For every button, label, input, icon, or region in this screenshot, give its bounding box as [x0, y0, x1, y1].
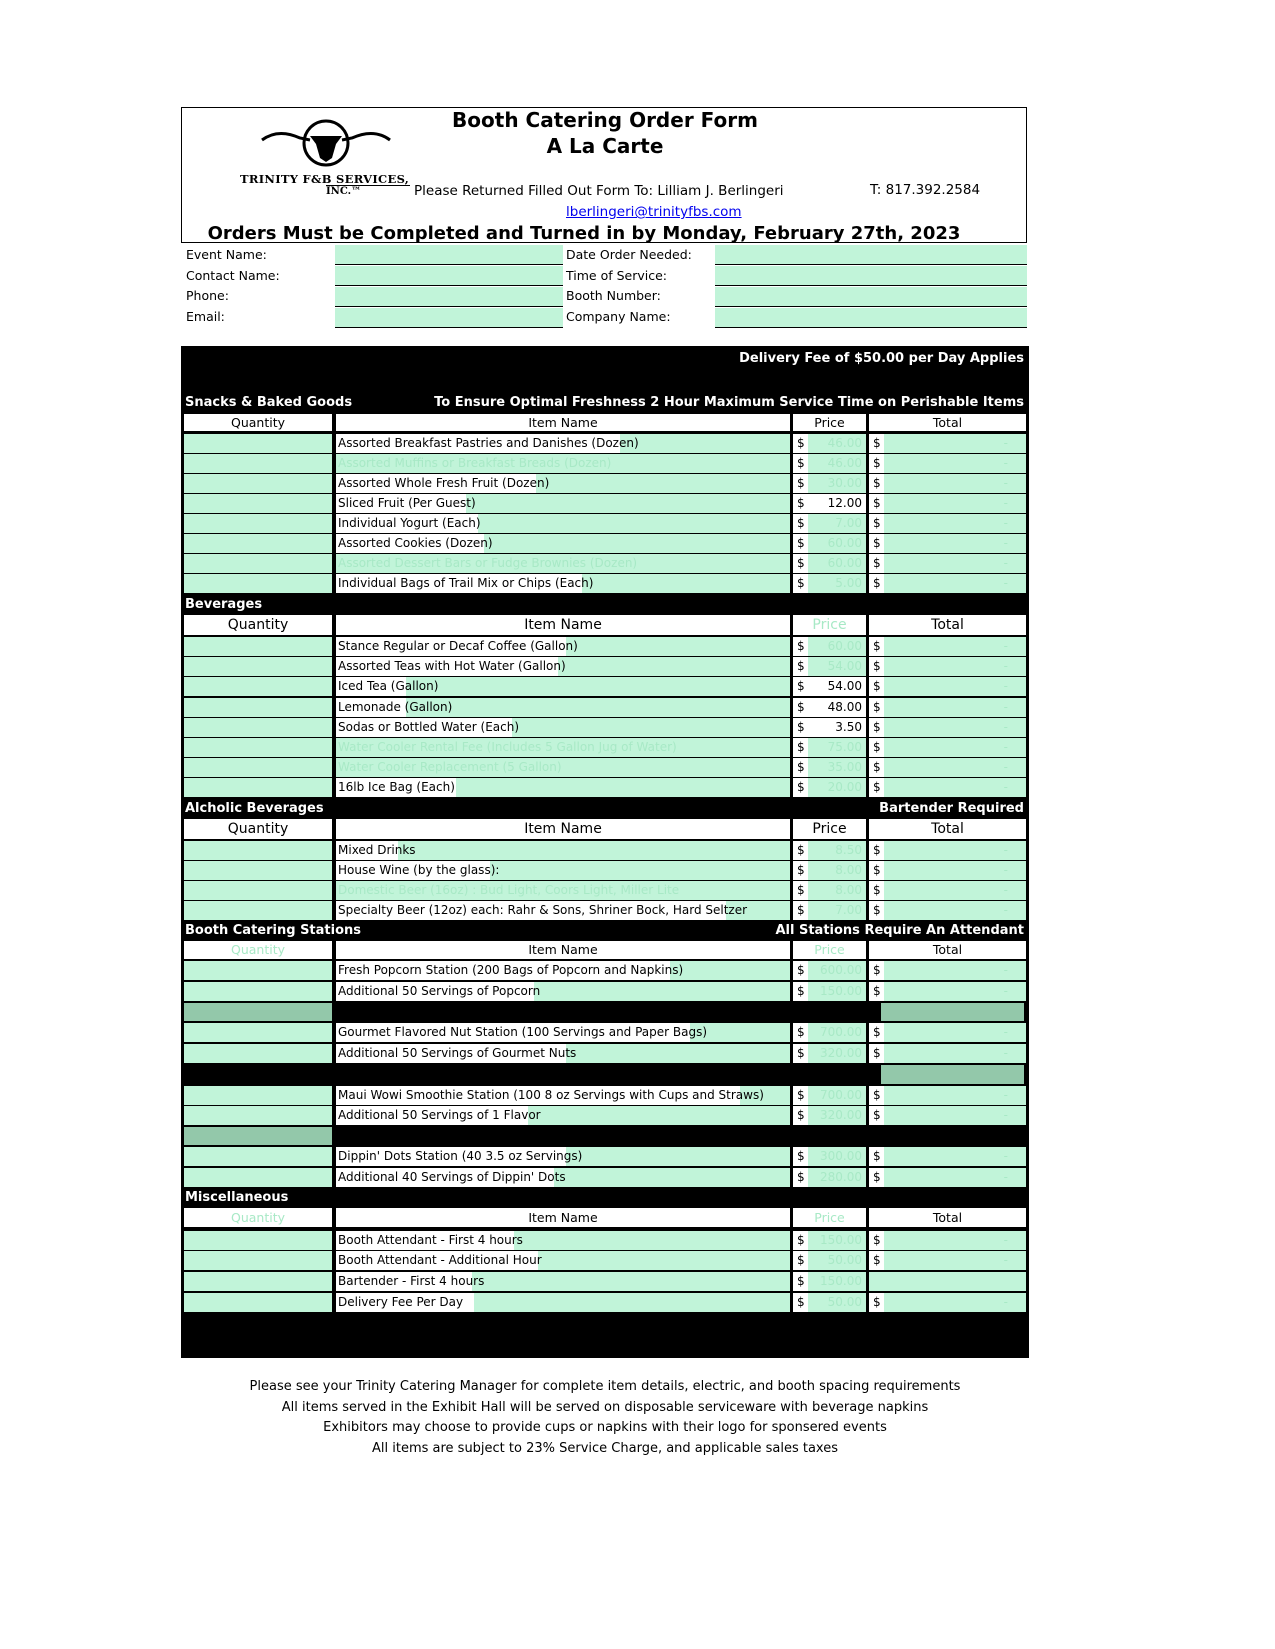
item-name: Assorted Teas with Hot Water (Gallon): [336, 657, 790, 676]
col-item-beverages: Item Name: [336, 615, 790, 635]
total-dollar: $: [869, 1168, 884, 1187]
item-name: Specialty Beer (12oz) each: Rahr & Sons, Shriner Bock, Hard Seltzer: [336, 901, 790, 920]
total-dollar: $: [869, 637, 884, 656]
item-price: 700.00: [808, 1086, 866, 1105]
time-of-service-label: Time of Service:: [566, 268, 667, 283]
col-total-misc: Total: [869, 1208, 1026, 1227]
item-name: Additional 50 Servings of Popcorn: [336, 982, 790, 1001]
item-name: Water Cooler Rental Fee (Includes 5 Gallon Jug of Water): [336, 738, 790, 757]
dollar-sign: $: [793, 637, 808, 656]
total-blank: [869, 1272, 1026, 1291]
item-name: Water Cooler Replacement (5 Gallon): [336, 758, 790, 777]
col-price-snacks: Price: [793, 414, 866, 431]
dollar-sign: $: [793, 758, 808, 777]
item-price: 150.00: [808, 1272, 866, 1291]
dollar-sign: $: [793, 1293, 808, 1312]
item-price: 75.00: [808, 738, 866, 757]
return-instructions: Please Returned Filled Out Form To: Lilliam J. Berlingeri: [414, 183, 784, 199]
item-name: Domestic Beer (16oz) : Bud Light, Coors Light, Miller Lite: [336, 881, 790, 900]
section-title-alcohol: Alcholic Beverages: [185, 801, 324, 816]
total-value: -: [884, 1251, 1026, 1270]
quantity-input[interactable]: [184, 434, 332, 453]
col-total-stations: Total: [869, 941, 1026, 959]
total-value: -: [884, 758, 1026, 777]
quantity-input[interactable]: [184, 1023, 332, 1042]
item-name: Additional 50 Servings of Gourmet Nuts: [336, 1044, 790, 1063]
item-name: Assorted Muffins or Breakfast Breads (Dozen): [336, 454, 790, 473]
contact-name-label: Contact Name:: [186, 268, 280, 283]
item-price: 60.00: [808, 554, 866, 573]
total-dollar: $: [869, 554, 884, 573]
item-price: 7.00: [808, 514, 866, 533]
col-quantity-beverages: Quantity: [184, 615, 332, 635]
total-dollar: $: [869, 1044, 884, 1063]
col-item-misc: Item Name: [336, 1208, 790, 1227]
item-name: Fresh Popcorn Station (200 Bags of Popcorn and Napkins): [336, 961, 790, 980]
total-dollar: $: [869, 698, 884, 717]
quantity-input[interactable]: [184, 1251, 332, 1270]
dollar-sign: $: [793, 698, 808, 717]
contact-email-link[interactable]: lberlingeri@trinityfbs.com: [566, 204, 742, 220]
quantity-input[interactable]: [184, 738, 332, 757]
col-total-alcohol: Total: [869, 819, 1026, 839]
item-name: Bartender - First 4 hours: [336, 1272, 790, 1291]
total-value: -: [884, 1086, 1026, 1105]
quantity-input[interactable]: [184, 454, 332, 473]
item-price: 12.00: [808, 494, 866, 513]
dollar-sign: $: [793, 1023, 808, 1042]
dollar-sign: $: [793, 778, 808, 797]
logo-text-line1: TRINITY F&B SERVICES,: [240, 172, 410, 186]
item-price: 46.00: [808, 434, 866, 453]
total-dollar: $: [869, 881, 884, 900]
item-price: 150.00: [808, 1231, 866, 1250]
section-title-stations: Booth Catering Stations: [185, 923, 362, 938]
total-value: -: [884, 454, 1026, 473]
total-value: -: [884, 554, 1026, 573]
dollar-sign: $: [793, 841, 808, 860]
order-deadline: Orders Must be Completed and Turned in by Monday, February 27th, 2023: [207, 223, 961, 244]
time-of-service-field[interactable]: [715, 266, 1027, 286]
col-total-snacks: Total: [869, 414, 1026, 431]
item-name: Assorted Whole Fresh Fruit (Dozen): [336, 474, 790, 493]
total-value: -: [884, 778, 1026, 797]
total-value: -: [884, 718, 1026, 737]
total-value: -: [884, 1293, 1026, 1312]
total-dollar: $: [869, 1231, 884, 1250]
item-name: Iced Tea (Gallon): [336, 677, 790, 696]
item-price: 20.00: [808, 778, 866, 797]
quantity-input[interactable]: [184, 514, 332, 533]
total-value: -: [884, 881, 1026, 900]
quantity-input[interactable]: [184, 698, 332, 717]
total-dollar: $: [869, 1293, 884, 1312]
total-dollar: $: [869, 982, 884, 1001]
item-price: 60.00: [808, 534, 866, 553]
order-table: [181, 346, 1029, 1358]
dollar-sign: $: [793, 1044, 808, 1063]
item-price: 60.00: [808, 637, 866, 656]
item-name: Stance Regular or Decaf Coffee (Gallon): [336, 637, 790, 656]
total-value: -: [884, 514, 1026, 533]
dollar-sign: $: [793, 1168, 808, 1187]
total-value: -: [884, 698, 1026, 717]
quantity-input[interactable]: [184, 758, 332, 777]
booth-number-label: Booth Number:: [566, 288, 661, 303]
quantity-input[interactable]: [184, 1231, 332, 1250]
total-dollar: $: [869, 778, 884, 797]
item-price: 50.00: [808, 1251, 866, 1270]
station-spacer-total-2: [881, 1065, 1024, 1084]
total-value: -: [884, 1147, 1026, 1166]
col-quantity-alcohol: Quantity: [184, 819, 332, 839]
quantity-input[interactable]: [184, 901, 332, 920]
item-price: 30.00: [808, 474, 866, 493]
total-dollar: $: [869, 738, 884, 757]
quantity-input[interactable]: [184, 494, 332, 513]
item-name: Lemonade (Gallon): [336, 698, 790, 717]
dollar-sign: $: [793, 961, 808, 980]
quantity-input[interactable]: [184, 841, 332, 860]
total-dollar: $: [869, 677, 884, 696]
item-name: Maui Wowi Smoothie Station (100 8 oz Servings with Cups and Straws): [336, 1086, 790, 1105]
quantity-input[interactable]: [184, 1106, 332, 1125]
section-note-stations: All Stations Require An Attendant: [775, 923, 1024, 938]
item-name: 16lb Ice Bag (Each): [336, 778, 790, 797]
total-value: -: [884, 1106, 1026, 1125]
total-value: -: [884, 1023, 1026, 1042]
item-price: 8.00: [808, 861, 866, 880]
company-logo: [238, 118, 414, 204]
item-name: Delivery Fee Per Day: [336, 1293, 790, 1312]
item-price: 320.00: [808, 1044, 866, 1063]
phone-field[interactable]: [335, 287, 563, 307]
form-subtitle: A La Carte: [546, 134, 664, 158]
dollar-sign: $: [793, 574, 808, 593]
total-value: -: [884, 1168, 1026, 1187]
total-dollar: $: [869, 574, 884, 593]
total-dollar: $: [869, 454, 884, 473]
dollar-sign: $: [793, 861, 808, 880]
item-name: Booth Attendant - Additional Hour: [336, 1251, 790, 1270]
dollar-sign: $: [793, 1086, 808, 1105]
quantity-input[interactable]: [184, 657, 332, 676]
dollar-sign: $: [793, 454, 808, 473]
footer-note-3: Exhibitors may choose to provide cups or napkins with their logo for sponsered events: [323, 1420, 887, 1435]
total-value: -: [884, 637, 1026, 656]
dollar-sign: $: [793, 434, 808, 453]
total-dollar: $: [869, 514, 884, 533]
date-needed-label: Date Order Needed:: [566, 247, 692, 262]
quantity-input[interactable]: [184, 1272, 332, 1291]
item-price: 48.00: [808, 698, 866, 717]
item-name: Dippin' Dots Station (40 3.5 oz Servings): [336, 1147, 790, 1166]
quantity-input[interactable]: [184, 637, 332, 656]
col-quantity-stations: Quantity: [184, 941, 332, 959]
dollar-sign: $: [793, 1231, 808, 1250]
item-name: Mixed Drinks: [336, 841, 790, 860]
item-price: 600.00: [808, 961, 866, 980]
item-name: Sodas or Bottled Water (Each): [336, 718, 790, 737]
total-value: -: [884, 1044, 1026, 1063]
total-value: -: [884, 534, 1026, 553]
col-item-snacks: Item Name: [336, 414, 790, 431]
col-quantity-snacks: Quantity: [184, 414, 332, 431]
total-dollar: $: [869, 534, 884, 553]
quantity-input[interactable]: [184, 534, 332, 553]
item-price: 8.50: [808, 841, 866, 860]
quantity-input[interactable]: [184, 982, 332, 1001]
item-name: Assorted Dessert Bars or Fudge Brownies (Dozen): [336, 554, 790, 573]
section-note-snacks: To Ensure Optimal Freshness 2 Hour Maximum Service Time on Perishable Items: [434, 395, 1024, 410]
dollar-sign: $: [793, 901, 808, 920]
total-value: -: [884, 841, 1026, 860]
total-value: -: [884, 474, 1026, 493]
item-price: 54.00: [808, 677, 866, 696]
col-price-beverages: Price: [793, 615, 866, 635]
dollar-sign: $: [793, 881, 808, 900]
quantity-input[interactable]: [184, 574, 332, 593]
dollar-sign: $: [793, 474, 808, 493]
logo-text-line2: INC.™: [326, 185, 410, 197]
email-field[interactable]: [335, 308, 563, 328]
item-name: Booth Attendant - First 4 hours: [336, 1231, 790, 1250]
item-name: Individual Bags of Trail Mix or Chips (Each): [336, 574, 790, 593]
col-price-stations: Price: [793, 941, 866, 959]
total-dollar: $: [869, 901, 884, 920]
event-name-label: Event Name:: [186, 247, 267, 262]
col-item-alcohol: Item Name: [336, 819, 790, 839]
item-price: 35.00: [808, 758, 866, 777]
col-price-misc: Price: [793, 1208, 866, 1227]
footer-note-4: All items are subject to 23% Service Charge, and applicable sales taxes: [371, 1441, 838, 1456]
col-price-alcohol: Price: [793, 819, 866, 839]
total-value: -: [884, 434, 1026, 453]
quantity-input[interactable]: [184, 718, 332, 737]
total-value: -: [884, 657, 1026, 676]
total-dollar: $: [869, 1106, 884, 1125]
item-name: House Wine (by the glass):: [336, 861, 790, 880]
total-dollar: $: [869, 434, 884, 453]
total-value: -: [884, 494, 1026, 513]
total-dollar: $: [869, 961, 884, 980]
footer-note-2: All items served in the Exhibit Hall will be served on disposable serviceware with beverage napkins: [281, 1400, 929, 1415]
total-value: -: [884, 861, 1026, 880]
dollar-sign: $: [793, 738, 808, 757]
col-quantity-misc: Quantity: [184, 1208, 332, 1227]
email-label: Email:: [186, 309, 225, 324]
contact-name-field[interactable]: [335, 266, 563, 286]
total-dollar: $: [869, 474, 884, 493]
item-name: Additional 50 Servings of 1 Flavor: [336, 1106, 790, 1125]
item-name: Assorted Cookies (Dozen): [336, 534, 790, 553]
col-item-stations: Item Name: [336, 941, 790, 959]
total-value: -: [884, 961, 1026, 980]
quantity-input[interactable]: [184, 1044, 332, 1063]
booth-number-field[interactable]: [715, 287, 1027, 307]
dollar-sign: $: [793, 1106, 808, 1125]
item-name: Individual Yogurt (Each): [336, 514, 790, 533]
item-price: 280.00: [808, 1168, 866, 1187]
total-dollar: $: [869, 1147, 884, 1166]
form-title: Booth Catering Order Form: [452, 108, 758, 132]
dollar-sign: $: [793, 657, 808, 676]
item-name: Sliced Fruit (Per Guest): [336, 494, 790, 513]
quantity-input[interactable]: [184, 1086, 332, 1105]
col-total-beverages: Total: [869, 615, 1026, 635]
total-dollar: $: [869, 861, 884, 880]
dollar-sign: $: [793, 677, 808, 696]
quantity-input[interactable]: [184, 778, 332, 797]
dollar-sign: $: [793, 718, 808, 737]
item-price: 150.00: [808, 982, 866, 1001]
item-price: 700.00: [808, 1023, 866, 1042]
total-dollar: $: [869, 1086, 884, 1105]
date-needed-field[interactable]: [715, 245, 1027, 265]
item-price: 8.00: [808, 881, 866, 900]
total-dollar: $: [869, 1023, 884, 1042]
item-price: 300.00: [808, 1147, 866, 1166]
delivery-fee-banner: Delivery Fee of $50.00 per Day Applies: [739, 351, 1024, 366]
phone-label: Phone:: [186, 288, 229, 303]
dollar-sign: $: [793, 1251, 808, 1270]
station-spacer-qty: [184, 1003, 332, 1021]
quantity-input[interactable]: [184, 474, 332, 493]
quantity-input[interactable]: [184, 1147, 332, 1166]
company-name-label: Company Name:: [566, 309, 671, 324]
quantity-input[interactable]: [184, 677, 332, 696]
total-value: -: [884, 1231, 1026, 1250]
item-price: 5.00: [808, 574, 866, 593]
total-dollar: $: [869, 657, 884, 676]
quantity-input[interactable]: [184, 881, 332, 900]
dollar-sign: $: [793, 1147, 808, 1166]
total-dollar: $: [869, 758, 884, 777]
quantity-input[interactable]: [184, 1293, 332, 1312]
item-name: Additional 40 Servings of Dippin' Dots: [336, 1168, 790, 1187]
section-title-misc: Miscellaneous: [185, 1190, 289, 1205]
quantity-input[interactable]: [184, 961, 332, 980]
dollar-sign: $: [793, 1272, 808, 1291]
item-price: 320.00: [808, 1106, 866, 1125]
item-price: 3.50: [808, 718, 866, 737]
station-spacer-total: [881, 1003, 1024, 1021]
total-dollar: $: [869, 1251, 884, 1270]
total-value: -: [884, 574, 1026, 593]
dollar-sign: $: [793, 554, 808, 573]
total-value: -: [884, 677, 1026, 696]
total-dollar: $: [869, 494, 884, 513]
total-value: -: [884, 901, 1026, 920]
quantity-input[interactable]: [184, 1168, 332, 1187]
quantity-input[interactable]: [184, 861, 332, 880]
longhorn-icon: [238, 118, 414, 178]
station-spacer-qty-2: [184, 1127, 332, 1145]
contact-phone: T: 817.392.2584: [870, 182, 981, 198]
dollar-sign: $: [793, 982, 808, 1001]
dollar-sign: $: [793, 514, 808, 533]
total-dollar: $: [869, 718, 884, 737]
section-title-beverages: Beverages: [185, 597, 263, 612]
company-name-field[interactable]: [715, 308, 1027, 328]
item-price: 46.00: [808, 454, 866, 473]
item-price: 50.00: [808, 1293, 866, 1312]
section-note-alcohol: Bartender Required: [879, 801, 1024, 816]
total-dollar: $: [869, 841, 884, 860]
item-price: 7.00: [808, 901, 866, 920]
item-price: 54.00: [808, 657, 866, 676]
total-value: -: [884, 982, 1026, 1001]
item-name: Gourmet Flavored Nut Station (100 Servings and Paper Bags): [336, 1023, 790, 1042]
dollar-sign: $: [793, 494, 808, 513]
event-name-field[interactable]: [335, 245, 563, 265]
section-title-snacks: Snacks & Baked Goods: [185, 395, 353, 410]
quantity-input[interactable]: [184, 554, 332, 573]
total-value: -: [884, 738, 1026, 757]
dollar-sign: $: [793, 534, 808, 553]
item-name: Assorted Breakfast Pastries and Danishes (Dozen): [336, 434, 790, 453]
footer-note-1: Please see your Trinity Catering Manager for complete item details, electric, and booth spacing requirements: [249, 1379, 961, 1394]
